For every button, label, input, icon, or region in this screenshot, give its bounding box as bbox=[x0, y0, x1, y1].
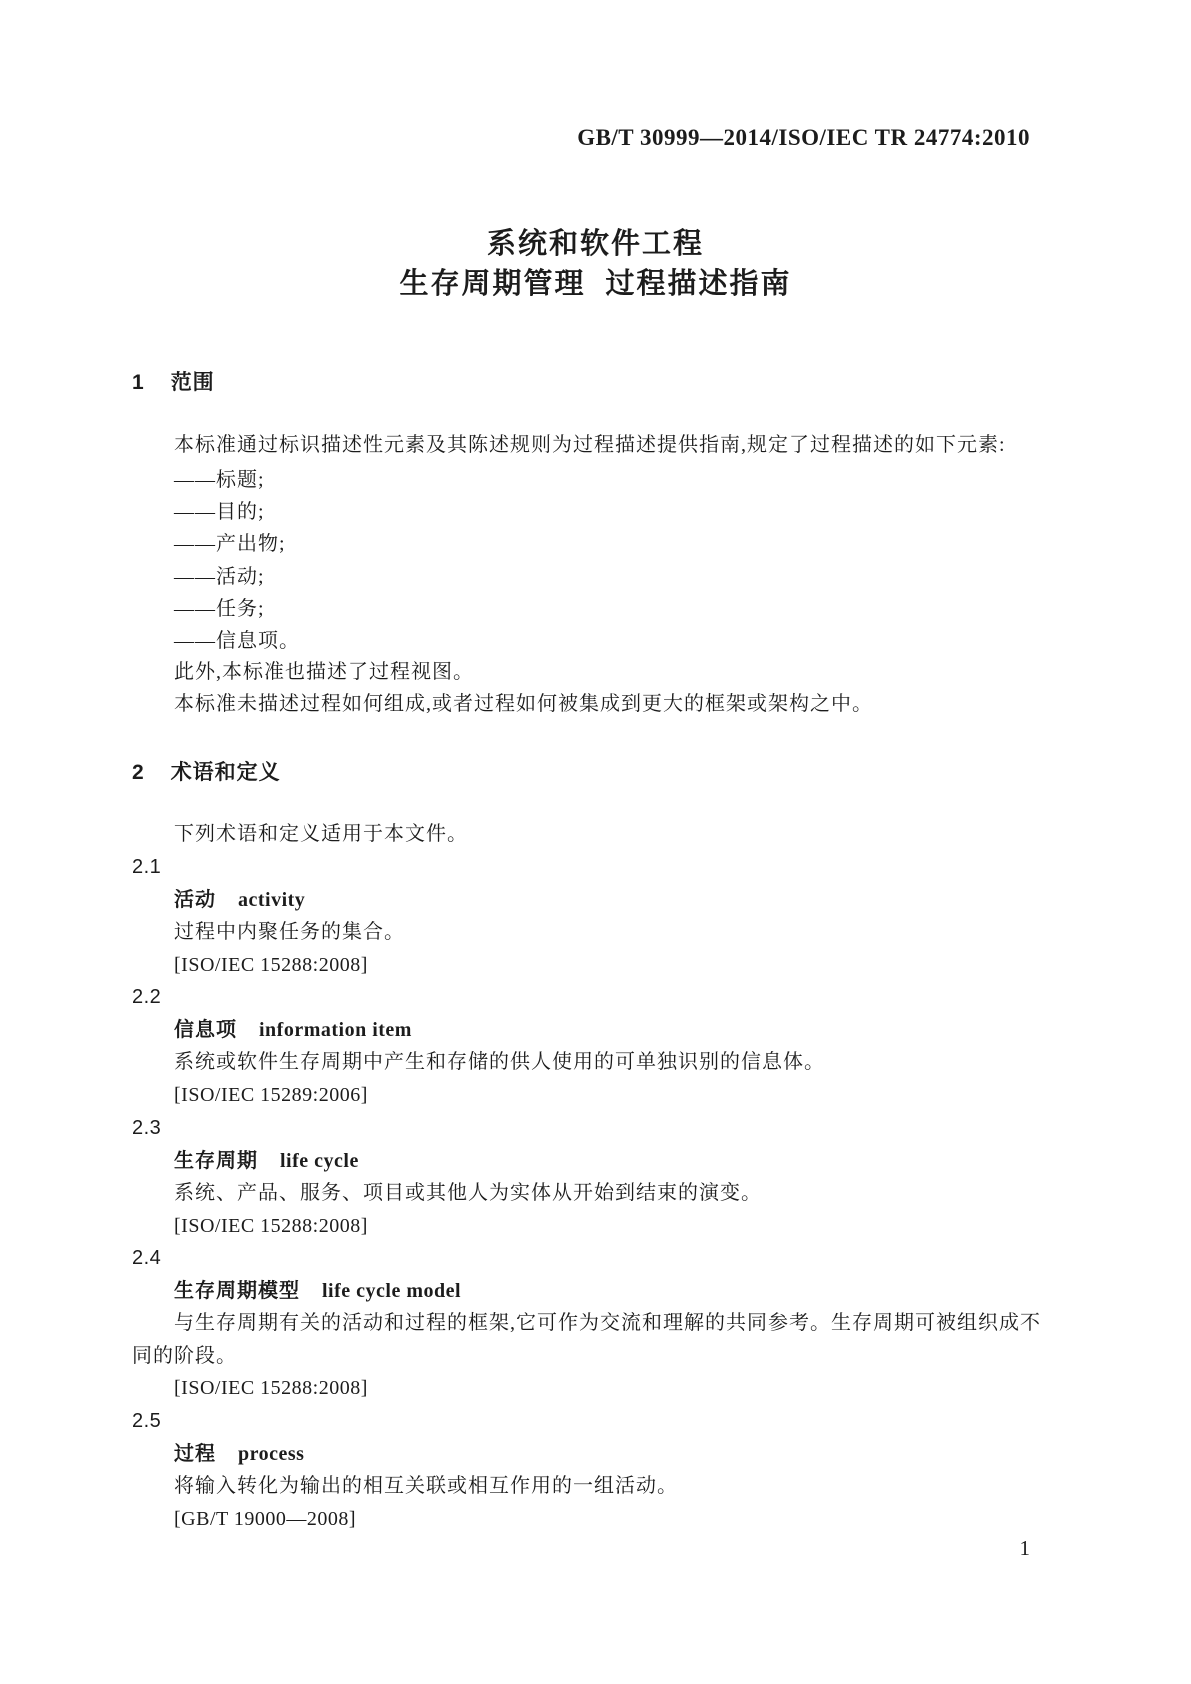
term-definition: 系统、产品、服务、项目或其他人为实体从开始到结束的演变。 bbox=[174, 1182, 762, 1205]
page-number: 1 bbox=[1019, 1536, 1030, 1560]
term-name-en: process bbox=[238, 1442, 305, 1465]
section-2-title: 术语和定义 bbox=[170, 761, 281, 784]
term-entry bbox=[132, 1405, 1030, 1535]
standard-code-header: GB/T 30999—2014/ISO/IEC TR 24774:2010 bbox=[577, 125, 1030, 150]
scope-note-paragraph: 此外,本标准也描述了过程视图。 bbox=[174, 661, 474, 683]
term-number: 2.2 bbox=[132, 986, 162, 1008]
section-1-heading bbox=[132, 366, 1030, 399]
term-title bbox=[132, 884, 1030, 917]
term-name-zh: 信息项 bbox=[174, 1018, 237, 1041]
term-name-en: life cycle bbox=[280, 1149, 359, 1172]
term-name-en: life cycle model bbox=[322, 1279, 462, 1302]
term-definition: 过程中内聚任务的集合。 bbox=[174, 921, 405, 944]
term-title bbox=[132, 1014, 1030, 1047]
document-title-line2 bbox=[0, 264, 1191, 304]
term-name-zh: 生存周期模型 bbox=[174, 1279, 300, 1302]
term-source: [ISO/IEC 15288:2008] bbox=[174, 1377, 368, 1400]
term-source: [ISO/IEC 15289:2006] bbox=[174, 1083, 368, 1106]
scope-limitation-paragraph: 本标准未描述过程如何组成,或者过程如何被集成到更大的框架或架构之中。 bbox=[174, 693, 873, 715]
term-number: 2.4 bbox=[132, 1247, 162, 1269]
term-source: [ISO/IEC 15288:2008] bbox=[174, 1214, 368, 1237]
term-name-zh: 过程 bbox=[174, 1442, 216, 1465]
scope-list-item: ——信息项。 bbox=[174, 630, 300, 653]
terms-intro-paragraph: 下列术语和定义适用于本文件。 bbox=[174, 823, 468, 845]
term-entry bbox=[132, 1112, 1030, 1242]
term-title bbox=[132, 1145, 1030, 1178]
term-name-en: information item bbox=[259, 1018, 412, 1041]
scope-list-item: ——活动; bbox=[174, 565, 265, 588]
document-title-line2-part2: 过程描述指南 bbox=[605, 268, 792, 300]
scope-list-item: ——任务; bbox=[174, 597, 265, 620]
term-definition: 将输入转化为输出的相互关联或相互作用的一组活动。 bbox=[174, 1475, 678, 1498]
document-title-line2-part1: 生存周期管理 bbox=[399, 268, 586, 300]
term-number: 2.5 bbox=[132, 1410, 162, 1432]
term-source: [GB/T 19000—2008] bbox=[174, 1507, 357, 1530]
term-definition: 与生存周期有关的活动和过程的框架,它可作为交流和理解的共同参考。生存周期可被组织成不同的阶段。 bbox=[132, 1312, 1041, 1367]
section-1-number: 1 bbox=[132, 371, 145, 394]
section-2-number: 2 bbox=[132, 761, 145, 784]
scope-list-item: ——目的; bbox=[174, 501, 265, 524]
document-title-line1: 系统和软件工程 bbox=[486, 228, 704, 260]
scope-list-item: ——产出物; bbox=[174, 533, 286, 556]
term-name-zh: 活动 bbox=[174, 888, 216, 911]
term-title bbox=[132, 1275, 1030, 1308]
scope-list-item: ——标题; bbox=[174, 469, 265, 491]
section-2-heading bbox=[132, 756, 1030, 789]
scope-intro-paragraph: 本标准通过标识描述性元素及其陈述规则为过程描述提供指南,规定了过程描述的如下元素: bbox=[174, 434, 1006, 456]
term-name-zh: 生存周期 bbox=[174, 1149, 258, 1172]
term-source: [ISO/IEC 15288:2008] bbox=[174, 953, 368, 976]
scope-element-list bbox=[132, 464, 1030, 657]
term-name-en: activity bbox=[238, 888, 306, 911]
term-entry bbox=[132, 851, 1030, 981]
term-definition: 系统或软件生存周期中产生和存储的供人使用的可单独识别的信息体。 bbox=[174, 1051, 825, 1074]
term-entry bbox=[132, 1242, 1041, 1405]
section-1-title: 范围 bbox=[170, 371, 215, 394]
term-title bbox=[132, 1438, 1030, 1471]
term-number: 2.3 bbox=[132, 1117, 162, 1139]
term-entry bbox=[132, 981, 1030, 1111]
term-number: 2.1 bbox=[132, 856, 162, 878]
